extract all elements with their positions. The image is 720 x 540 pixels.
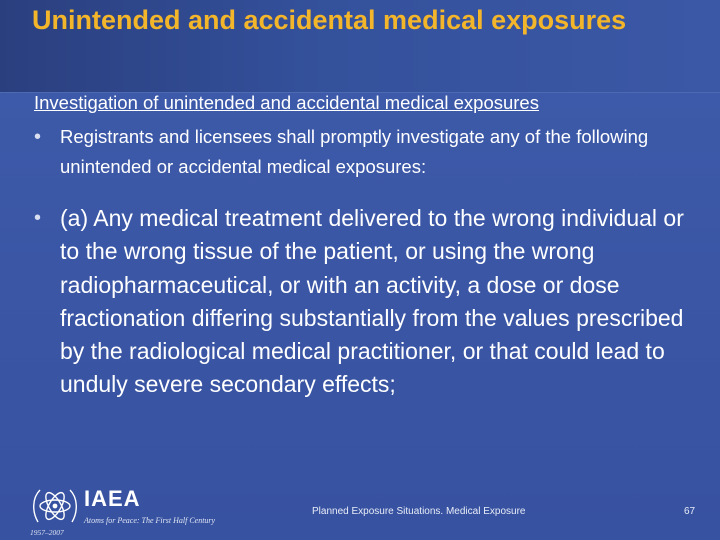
iaea-years: 1957–2007 (30, 528, 64, 537)
iaea-tagline: Atoms for Peace: The First Half Century (84, 516, 216, 525)
subheading: Investigation of unintended and accidental medical exposures (34, 92, 539, 113)
bullet-text: (a) Any medical treatment delivered to the wrong individual or to the wrong tissue of the patient, or using the wrong radiopharmaceutical, or with an activity, a dose or dose fractionation differing substantially from the values prescribed by the radiological medical practitioner, or that could lead to unduly severe secondary effects; (60, 205, 684, 398)
bullet-text: Registrants and licensees shall promptly investigate any of the following unintended or accidental medical exposures: (60, 126, 649, 177)
title-band (0, 0, 720, 93)
bullet-icon: • (34, 126, 42, 148)
bullet-icon: • (34, 207, 42, 229)
slide-title: Unintended and accidental medical exposures (32, 5, 627, 35)
bullet-item-2 (34, 202, 694, 402)
iaea-logo (30, 484, 230, 540)
page-number: 67 (684, 506, 696, 517)
footer-caption: Planned Exposure Situations. Medical Exposure (312, 506, 526, 517)
iaea-wordmark: IAEA (84, 486, 141, 511)
iaea-emblem-icon (30, 484, 80, 528)
bullet-item-1 (34, 122, 694, 182)
